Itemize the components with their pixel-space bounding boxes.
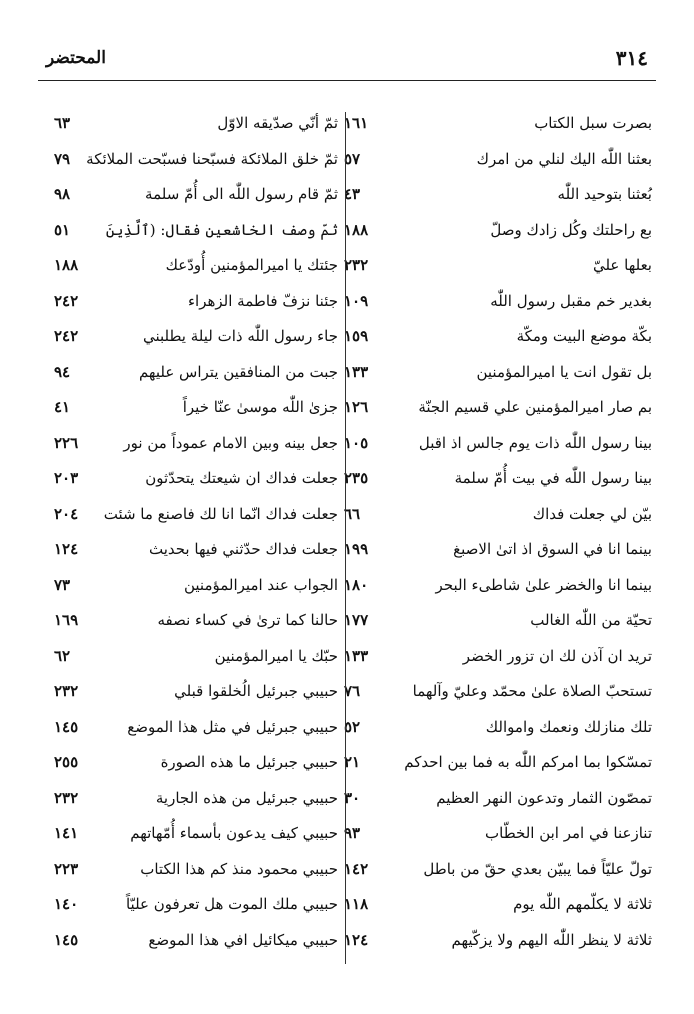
- entry-page-number: ٧٦: [344, 682, 361, 700]
- index-entry: [336, 144, 656, 180]
- index-entry: [48, 676, 338, 712]
- entry-page-number: ٦٣: [54, 114, 71, 132]
- entry-page-number: ١٧٧: [344, 611, 369, 629]
- index-entry: [336, 889, 656, 925]
- entry-text: جزىٰ اللّٰه موسىٰ عنّا خيراً: [182, 398, 338, 416]
- entry-text: جبت من المنافقين يتراس عليهم: [138, 362, 338, 381]
- entry-page-number: ٢٣٢: [344, 256, 369, 274]
- index-column-left: [48, 108, 338, 960]
- entry-text: بينا رسول اللّٰه ذات يوم جالس اذ اقبل: [418, 433, 652, 452]
- index-entry: [336, 499, 656, 535]
- entry-text: بُعثنا بتوحيد اللّٰه: [557, 185, 652, 203]
- page-header: [38, 40, 656, 78]
- entry-page-number: ٢٠٤: [54, 504, 79, 523]
- header-rule: [38, 80, 656, 81]
- entry-page-number: ١٤٢: [344, 859, 369, 878]
- entry-text: بل تقول انت يا اميرالمؤمنين: [476, 362, 652, 381]
- index-entry: [336, 428, 656, 464]
- entry-page-number: ٩٤: [54, 362, 71, 381]
- entry-text: ثمّ أنّي صدّيقه الاوّل: [217, 114, 338, 132]
- entry-page-number: ١٩٩: [344, 540, 369, 558]
- entry-page-number: ١٨٠: [344, 575, 369, 594]
- index-entry: [336, 179, 656, 215]
- index-entry: [336, 712, 656, 748]
- entry-text: حبيبي كيف يدعون بأسماء أُمّهاتهم: [130, 824, 338, 842]
- index-entry: [48, 392, 338, 428]
- index-entry: [48, 747, 338, 783]
- index-entry: [336, 747, 656, 783]
- entry-page-number: ١٠٥: [344, 433, 369, 452]
- entry-text: بعلها عليّ: [592, 256, 652, 274]
- index-entry: [48, 463, 338, 499]
- index-entry: [336, 108, 656, 144]
- entry-text: الجواب عند اميرالمؤمنين: [183, 575, 338, 594]
- index-entry: [336, 357, 656, 393]
- index-entry: [336, 215, 656, 251]
- entry-page-number: ٢١: [344, 753, 361, 771]
- index-entry: [336, 854, 656, 890]
- entry-page-number: ١١٨: [344, 895, 369, 913]
- index-entry: [336, 321, 656, 357]
- index-entry: [48, 250, 338, 286]
- entry-page-number: ١٤٥: [54, 717, 79, 736]
- index-entry: [48, 534, 338, 570]
- entry-text: حالنا كما ترىٰ في كساء نصفه: [157, 611, 338, 629]
- index-entry: [48, 215, 338, 251]
- entry-page-number: ٩٨: [54, 185, 71, 203]
- entry-text: تستحبّ الصلاة علىٰ محمّد وعليّ وآلهما: [412, 682, 652, 700]
- entry-page-number: ٥٧: [344, 149, 361, 168]
- index-entry: [336, 925, 656, 961]
- entry-page-number: ٢٠٣: [54, 469, 79, 487]
- entry-text: حبيبي ميكائيل افي هذا الموضع: [148, 930, 338, 949]
- entry-page-number: ١٥٩: [344, 327, 369, 345]
- index-entry: [48, 321, 338, 357]
- entry-page-number: ٦٢: [54, 646, 71, 665]
- index-entry: [48, 570, 338, 606]
- index-entry: [48, 108, 338, 144]
- entry-page-number: ٢٣٢: [54, 788, 79, 807]
- entry-text: حبيبي جبرئيل ما هذه الصورة: [160, 753, 338, 771]
- entry-page-number: ١٣٣: [344, 362, 369, 381]
- entry-text: حبّك يا اميرالمؤمنين: [214, 646, 338, 665]
- index-entry: [48, 144, 338, 180]
- entry-page-number: ٢٣٥: [344, 469, 369, 487]
- entry-text: حبيبي جبرئيل من هذه الجارية: [155, 788, 338, 807]
- entry-page-number: ٢٥٥: [54, 753, 79, 771]
- entry-page-number: ١٦١: [344, 114, 369, 132]
- entry-page-number: ٢٣٢: [54, 682, 79, 700]
- entry-text: تريد ان آذن لك ان تزور الخضر: [462, 646, 652, 665]
- entry-text: بم صار اميرالمؤمنين علي قسيم الجنّة: [418, 398, 652, 416]
- entry-page-number: ١٦٩: [54, 611, 79, 629]
- index-entry: [48, 357, 338, 393]
- entry-text: تمسّكوا بما امركم اللّٰه به فما بين احدكم: [404, 753, 652, 771]
- index-entry: [48, 499, 338, 535]
- entry-text: بينما انا في السوق اذ اتىٰ الاصبغ: [453, 540, 652, 558]
- index-entry: [48, 818, 338, 854]
- entry-text: جعلت فداك حدّثني فيها بحديث: [148, 540, 338, 558]
- entry-text: حبيبي محمود منذ كم هذا الكتاب: [140, 859, 338, 878]
- entry-text: بعثنا اللّٰه اليك لنلي من امرك: [476, 149, 652, 168]
- entry-page-number: ١٨٨: [344, 220, 369, 239]
- index-entry: [336, 250, 656, 286]
- entry-text: ثمّ خلق الملائكة فسبّحنا فسبّحت الملائكة: [86, 149, 338, 168]
- entry-text: جئتك يا اميرالمؤمنين أُودّعك: [165, 256, 338, 274]
- index-entry: [48, 783, 338, 819]
- entry-text: بغدير خم مقبل رسول اللّٰه: [490, 291, 652, 310]
- entry-text: جعل بينه وبين الامام عموداً من نور: [123, 433, 338, 452]
- entry-page-number: ١٨٨: [54, 256, 79, 274]
- entry-page-number: ١٤٠: [54, 895, 79, 913]
- entry-text: تحيّة من اللّٰه الغالب: [530, 611, 652, 629]
- entry-text: ثلاثة لا يكلّمهم اللّٰه يوم: [513, 895, 652, 913]
- entry-page-number: ٢٤٢: [54, 327, 79, 345]
- entry-page-number: ٥١: [54, 220, 71, 239]
- entry-text: حبيبي جبرئيل في مثل هذا الموضع: [127, 717, 338, 736]
- entry-page-number: ١٠٩: [344, 291, 369, 310]
- entry-text: جعلت فداك انّما انا لك فاصنع ما شئت: [103, 504, 338, 523]
- index-entry: [336, 783, 656, 819]
- entry-page-number: ٦٦: [344, 504, 361, 523]
- entry-text: بينما انا والخضر علىٰ شاطىء البحر: [435, 575, 652, 594]
- index-entry: [336, 818, 656, 854]
- index-entry: [48, 712, 338, 748]
- index-entry: [48, 605, 338, 641]
- entry-text: تلك منازلك ونعمك واموالك: [485, 717, 652, 736]
- entry-page-number: ٤١: [54, 398, 71, 416]
- index-entry: [48, 925, 338, 961]
- index-entry: [48, 286, 338, 322]
- entry-page-number: ٢٢٣: [54, 859, 79, 878]
- entry-page-number: ١٣٣: [344, 646, 369, 665]
- entry-text: بيّن لي جعلت فداك: [532, 504, 652, 523]
- entry-page-number: ٢٤٢: [54, 291, 79, 310]
- index-entry: [48, 179, 338, 215]
- entry-page-number: ٥٢: [344, 717, 361, 736]
- entry-text: حبيبي ملك الموت هل تعرفون عليّاً: [125, 895, 338, 913]
- entry-text: ثمّ وصف الخاشعين فقال: (ٱلَّذِينَ: [105, 220, 338, 239]
- entry-text: ثلاثة لا ينظر اللّٰه اليهم ولا يزكّيهم: [451, 930, 652, 949]
- index-entry: [336, 392, 656, 428]
- entry-page-number: ٤٣: [344, 185, 361, 203]
- entry-page-number: ٧٣: [54, 575, 71, 594]
- entry-page-number: ١٢٤: [54, 540, 79, 558]
- entry-text: تمصّون الثمار وتدعون النهر العظيم: [436, 788, 652, 807]
- entry-page-number: ٢٢٦: [54, 433, 79, 452]
- index-entry: [336, 286, 656, 322]
- entry-page-number: ١٤١: [54, 824, 79, 842]
- entry-page-number: ٧٩: [54, 149, 71, 168]
- entry-page-number: ١٤٥: [54, 930, 79, 949]
- index-entry: [48, 428, 338, 464]
- entry-page-number: ٩٣: [344, 824, 361, 842]
- index-entry: [336, 605, 656, 641]
- index-entry: [336, 676, 656, 712]
- running-title: المحتضر: [46, 48, 106, 68]
- index-entry: [48, 889, 338, 925]
- entry-text: جعلت فداك ان شيعتك يتحدّثون: [145, 469, 338, 487]
- entry-text: جئنا نزفّ فاطمة الزهراء: [187, 291, 338, 310]
- entry-text: تولّ عليّاً فما يبيّن بعدي حقّ من باطل: [423, 859, 652, 878]
- index-entry: [48, 854, 338, 890]
- entry-page-number: ١٢٤: [344, 930, 369, 949]
- entry-text: بينا رسول اللّٰه في بيت أُمّ سلمة: [454, 469, 652, 487]
- entry-text: ثمّ قام رسول اللّٰه الى أُمّ سلمة: [145, 185, 338, 203]
- entry-page-number: ١٢٦: [344, 398, 369, 416]
- entry-text: بصرت سبل الكتاب: [534, 114, 652, 132]
- entry-text: تنازعنا في امر ابن الخطّاب: [485, 824, 652, 842]
- index-entry: [336, 463, 656, 499]
- index-entry: [336, 570, 656, 606]
- index-entry: [48, 641, 338, 677]
- page-number: ٣١٤: [615, 46, 648, 70]
- index-column-right: [336, 108, 656, 960]
- index-entry: [336, 534, 656, 570]
- entry-text: جاء رسول اللّٰه ذات ليلة يطلبني: [142, 327, 338, 345]
- entry-text: بكّة موضع البيت ومكّة: [516, 327, 652, 345]
- entry-text: بع راحلتك وكُل زادك وصلّ: [490, 220, 652, 239]
- entry-text: حبيبي جبرئيل الُخلقوا قبلي: [174, 682, 338, 700]
- entry-page-number: ٣٠: [344, 788, 361, 807]
- index-entry: [336, 641, 656, 677]
- column-divider: [345, 112, 346, 964]
